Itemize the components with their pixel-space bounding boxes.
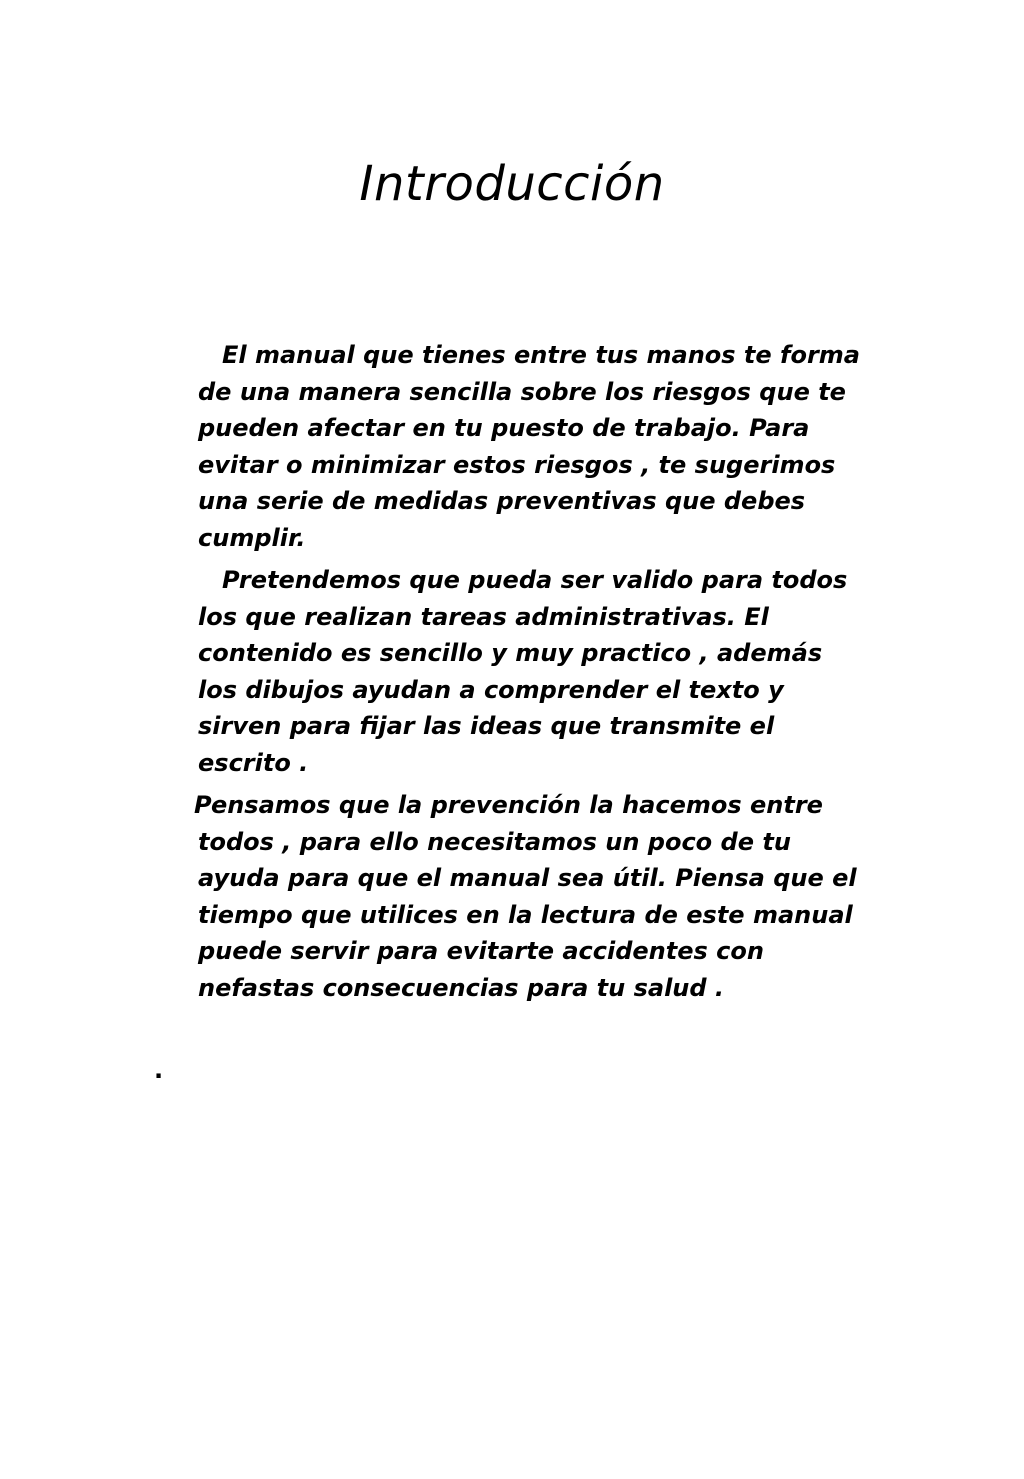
paragraph-purpose: Pretendemos que pueda ser valido para todos los que realizan tareas administrativas. El contenido es sencillo y muy practico , además los dibujos ayudan a comprender el texto y sirven para fijar las ideas que transmite el escrito . (198, 566, 848, 777)
paragraph-intro: El manual que tienes entre tus manos te forma de una manera sencilla sobre los riesgos que te pueden afectar en tu puesto de trabajo. Para evitar o minimizar estos riesgos , te sugerimos una serie de medidas preventivas que debes cumplir. (198, 341, 861, 552)
paragraph-prevention: Pensamos que la prevención la hacemos entre todos , para ello necesitamos un poco de tu ayuda para que el manual sea útil. Piensa que el tiempo que utilices en la lectura de este manual puede servir para evitarte accidentes con nefastas consecuencias para tu salud . (194, 791, 857, 1002)
stray-period-mark: . (154, 1056, 164, 1084)
document-body (194, 337, 868, 1006)
page-title: Introducción (359, 156, 665, 212)
